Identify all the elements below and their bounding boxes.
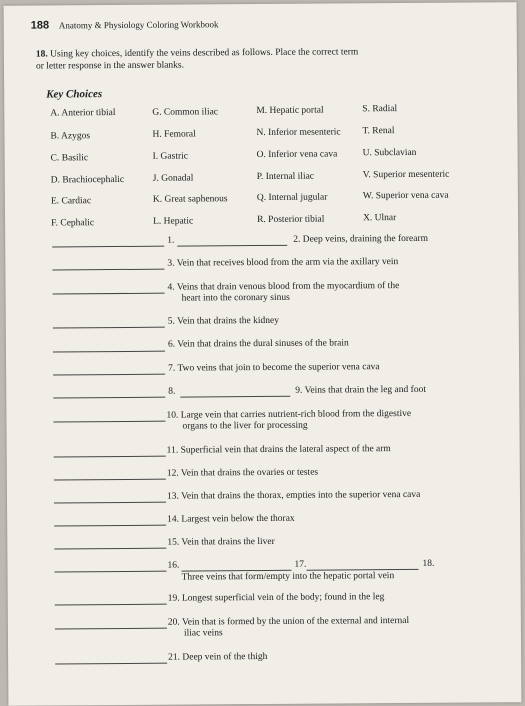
answer-blank[interactable]	[53, 351, 165, 353]
item-text: 14. Largest vein below the thorax	[167, 513, 295, 525]
answer-blank[interactable]	[54, 525, 166, 527]
key-choice: A. Anterior tibial	[50, 108, 116, 119]
item-text: 7. Two veins that join to become the superior vena cava	[168, 362, 380, 374]
item-text: 10. Large vein that carries nutrient-rich blood from the digestive	[166, 408, 412, 421]
key-choice: S. Radial	[362, 104, 398, 115]
answer-blank[interactable]	[180, 396, 290, 398]
key-choice: J. Gonadal	[152, 173, 194, 184]
item-text: 3. Vein that receives blood from the arm via the axillary vein	[167, 257, 399, 269]
workbook-page	[4, 2, 522, 706]
item-text: 5. Vein that drains the kidney	[167, 315, 279, 327]
page-header	[31, 18, 219, 31]
key-choice: X. Ulnar	[363, 213, 397, 224]
item-text: 9. Veins that drain the leg and foot	[295, 384, 426, 396]
key-choice: C. Basilic	[50, 153, 89, 164]
item-text: 12. Vein that drains the ovaries or testes	[166, 467, 319, 479]
answer-blank[interactable]	[53, 293, 165, 295]
key-choice: I. Gastric	[152, 151, 189, 162]
key-choices-title: Key Choices	[46, 88, 103, 101]
key-choice: U. Subclavian	[362, 147, 417, 159]
key-choice: Q. Internal jugular	[256, 192, 328, 204]
answer-blank[interactable]	[54, 479, 166, 481]
item-text: 4. Veins that drain venous blood from the myocardium of the	[167, 281, 400, 293]
item-text: 2. Deep veins, draining the forearm	[293, 233, 429, 245]
answer-blank[interactable]	[55, 571, 167, 573]
answer-blank[interactable]	[55, 604, 167, 606]
item-text: 13. Vein that drains the thorax, empties into the superior vena cava	[166, 489, 421, 502]
key-choice: N. Inferior mesenteric	[256, 127, 341, 139]
key-choice: D. Brachiocephalic	[50, 174, 125, 186]
key-choice: G. Common iliac	[152, 107, 219, 118]
instruction-text: Using key choices, identify the veins described as follows. Place the correct term or letter response in the answer blanks.	[35, 47, 359, 72]
key-choice: P. Internal iliac	[256, 171, 315, 183]
key-choice: L. Hepatic	[153, 216, 194, 227]
key-choice: E. Cardiac	[50, 196, 92, 207]
answer-blank[interactable]	[52, 269, 164, 271]
item-text: 15. Vein that drains the liver	[167, 536, 275, 548]
page-number: 188	[30, 19, 50, 32]
key-choice: V. Superior mesenteric	[362, 169, 450, 181]
answer-blank[interactable]	[177, 245, 287, 247]
answer-blank[interactable]	[53, 327, 165, 329]
book-title: Anatomy & Physiology Coloring Workbook	[58, 19, 219, 31]
answer-blank[interactable]	[53, 421, 165, 423]
item-text: 20. Vein that is formed by the union of the external and internal	[167, 615, 410, 628]
key-choice: H. Femoral	[152, 129, 196, 140]
key-choice: K. Great saphenous	[152, 194, 228, 205]
answer-blank[interactable]	[54, 548, 166, 550]
key-choice: F. Cephalic	[51, 218, 95, 229]
answer-blank[interactable]	[54, 502, 166, 504]
question-number: 18.	[35, 49, 48, 60]
item-text: organs to the liver for processing	[182, 420, 308, 432]
item-number: 1.	[167, 235, 175, 246]
item-number: 16.	[167, 560, 180, 571]
item-text: 19. Longest superficial vein of the body; found in the leg	[167, 592, 385, 604]
answer-blank[interactable]	[55, 663, 167, 665]
key-choice: M. Hepatic portal	[256, 105, 324, 117]
item-text: iliac veins	[183, 628, 223, 639]
item-text: heart into the coronary sinus	[181, 292, 290, 304]
item-text: Three veins that form/empty into the hepatic portal vein	[181, 571, 395, 583]
item-text: 21. Deep vein of the thigh	[168, 651, 268, 663]
key-choice: T. Renal	[362, 126, 395, 137]
key-choice: W. Superior vena cava	[362, 190, 449, 202]
key-choice: R. Posterior tibial	[257, 214, 325, 226]
answer-blank[interactable]	[53, 374, 165, 376]
answer-blank[interactable]	[54, 456, 166, 458]
key-choice: B. Azygos	[50, 131, 91, 142]
item-text: 11. Superficial vein that drains the lateral aspect of the arm	[166, 444, 391, 456]
key-choice: O. Inferior vena cava	[256, 149, 338, 161]
answer-blank[interactable]	[55, 628, 167, 630]
answer-blank[interactable]	[53, 397, 165, 399]
item-number: 17.	[294, 559, 307, 570]
question-instruction	[36, 46, 366, 72]
item-text: 6. Vein that drains the dural sinuses of the brain	[167, 338, 349, 350]
item-number: 18.	[422, 558, 435, 569]
item-number: 8.	[168, 386, 176, 397]
answer-blank[interactable]	[52, 246, 164, 248]
